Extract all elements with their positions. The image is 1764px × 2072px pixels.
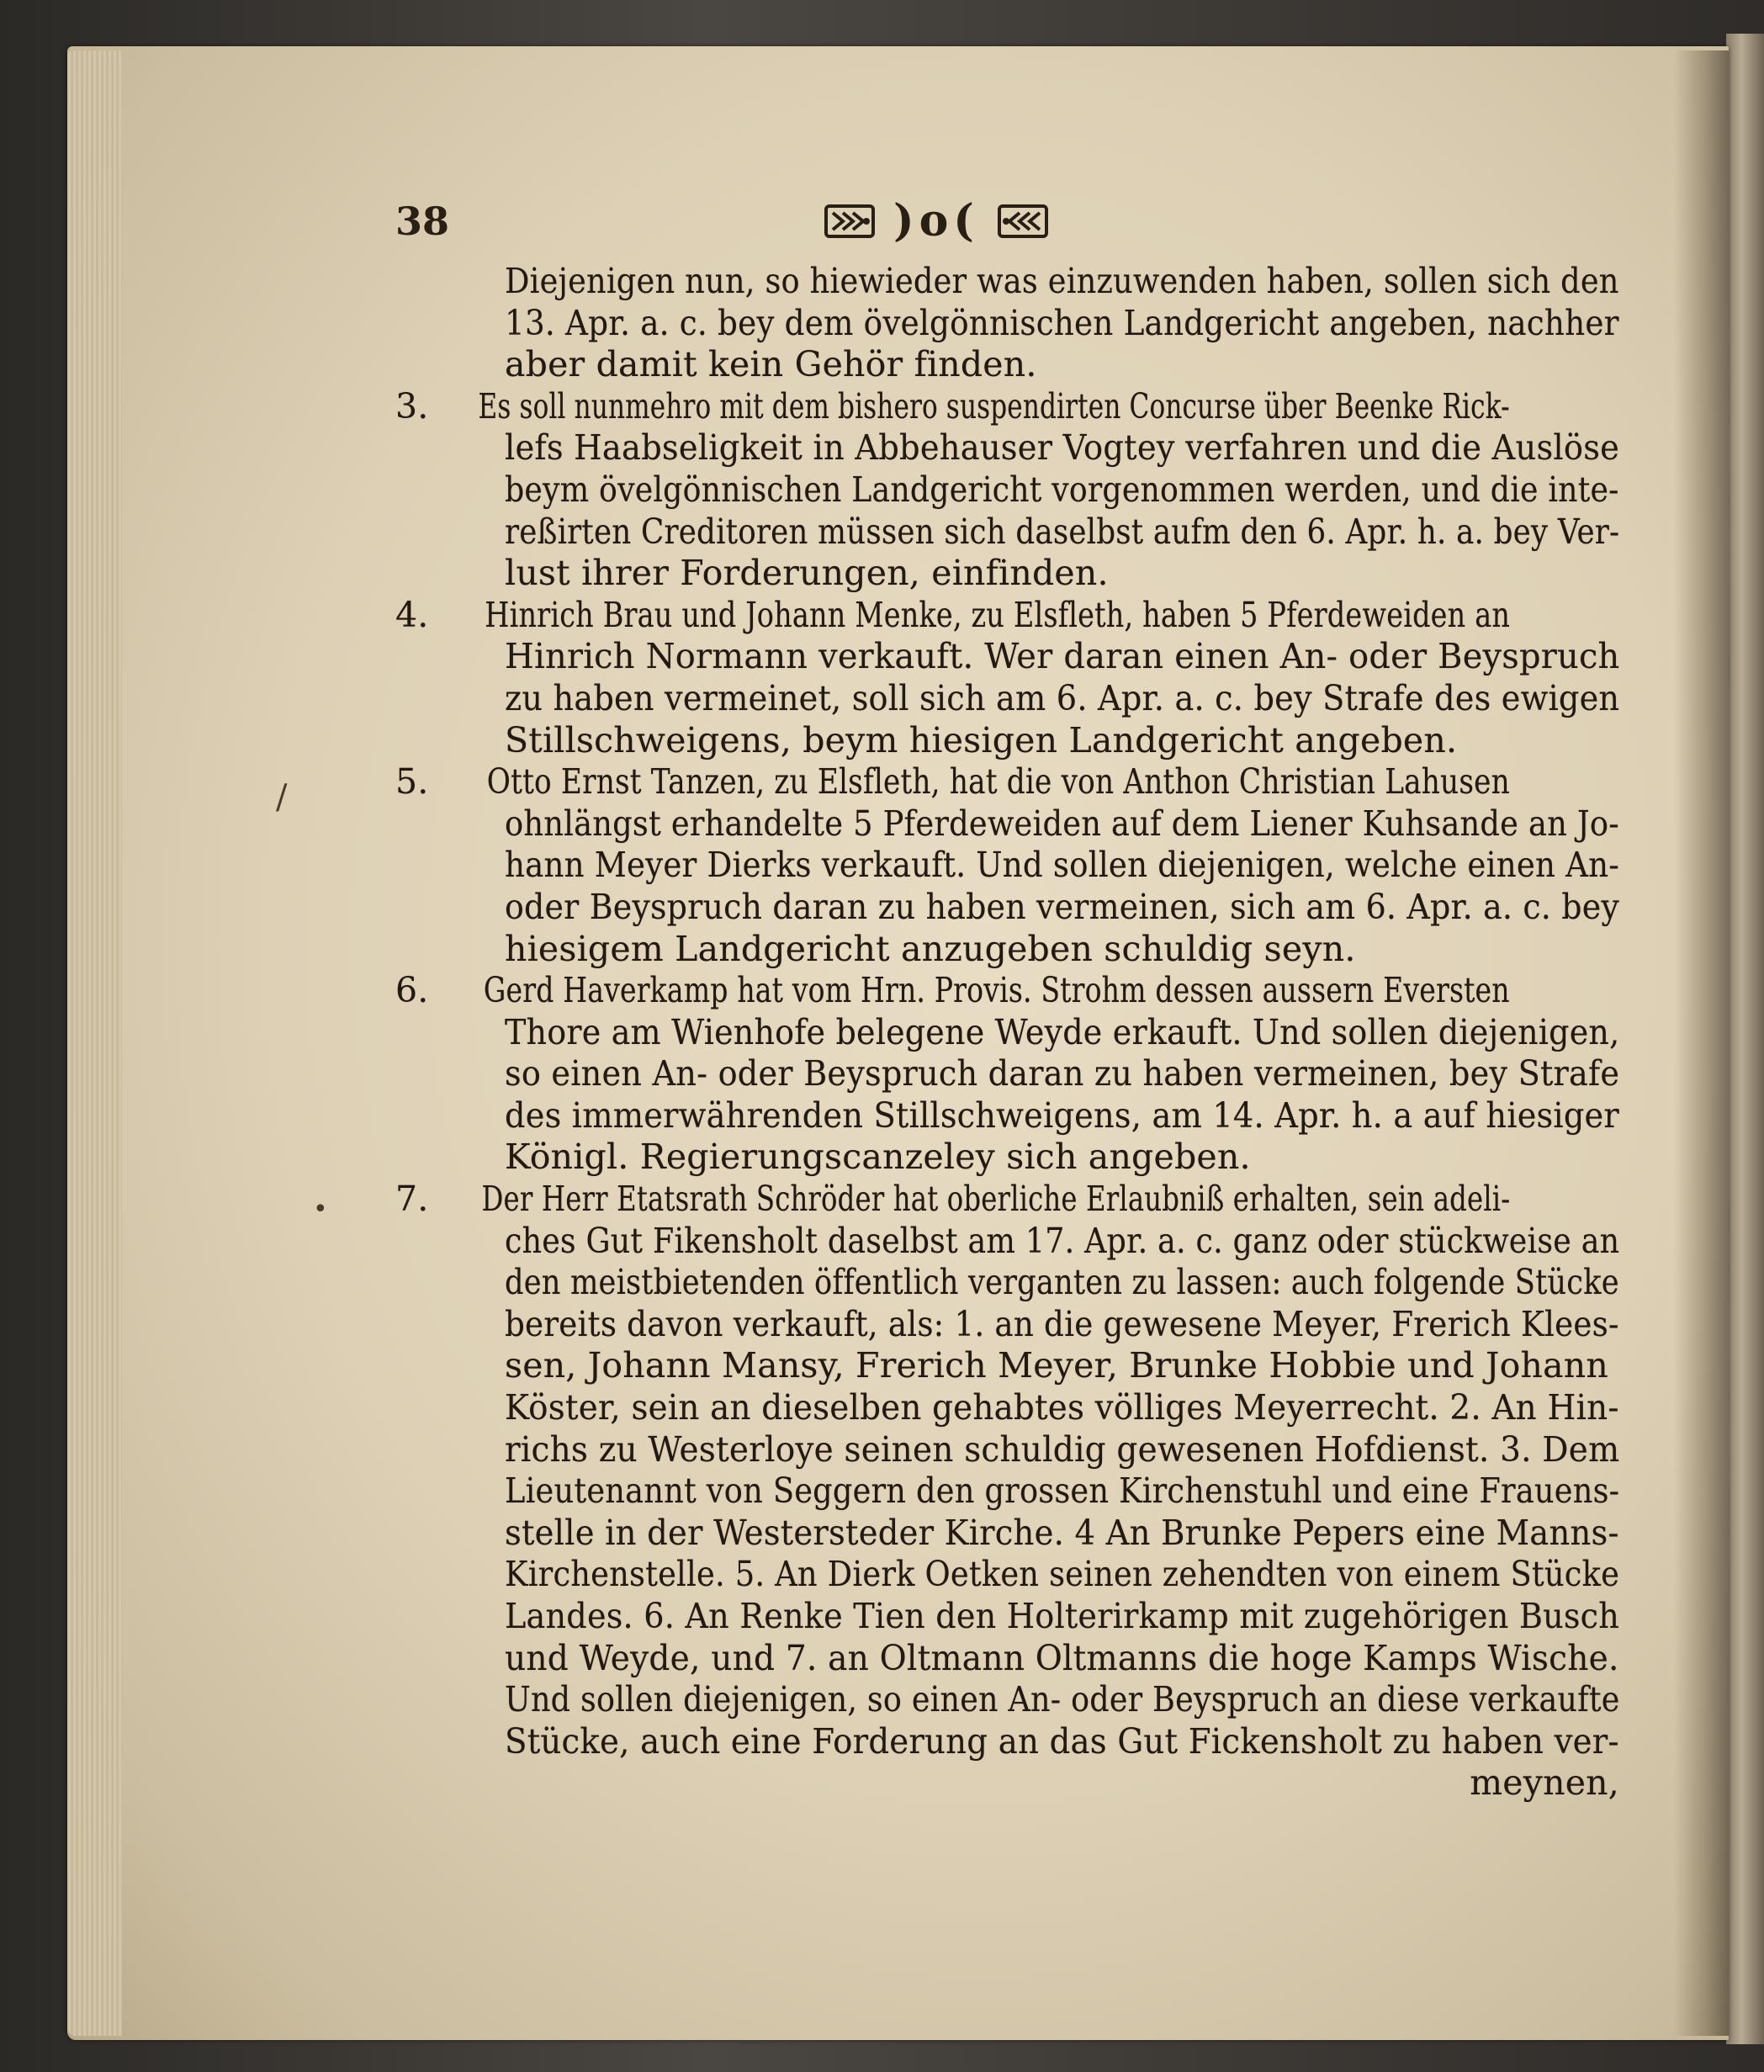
entry-number: 4.: [395, 594, 429, 635]
entry-5: [395, 761, 1619, 970]
next-page-edge: [1726, 34, 1764, 2044]
margin-dot-mark: •: [313, 1195, 328, 1224]
text-line: 13. Apr. a. c. bey dem övelgönnischen Landgericht angeben, nachher: [505, 302, 1619, 343]
text-line: Königl. Regierungscanzeley sich angeben.: [505, 1137, 1251, 1178]
entry-7: [395, 1179, 1619, 1762]
entry-4: [395, 595, 1619, 761]
binding-gutter-shadow: [1674, 50, 1729, 2036]
ornament-right-icon: [998, 203, 1048, 240]
text-line: oder Beyspruch daran zu haben vermeinen, sich am 6. Apr. a. c. bey: [505, 886, 1620, 927]
entry-number: 6.: [395, 970, 429, 1011]
text-line: bereits davon verkauft, als: 1. an die gewesene Meyer, Frerich Klees-: [505, 1303, 1619, 1344]
margin-pencil-mark: /: [276, 778, 288, 817]
text-line: ches Gut Fikensholt daselbst am 17. Apr. a. c. ganz oder stückweise an: [505, 1220, 1620, 1261]
text-line: den meistbietenden öffentlich verganten zu lassen: auch folgende Stücke: [505, 1262, 1619, 1303]
text-line: Hinrich Normann verkauft. Wer daran einen An- oder Beyspruch: [505, 636, 1620, 677]
text-line: hiesigem Landgericht anzugeben schuldig seyn.: [505, 928, 1356, 969]
text-line: lust ihrer Forderungen, einfinden.: [505, 553, 1109, 594]
text-line: Hinrich Brau und Johann Menke, zu Elsfleth, haben 5 Pferdeweiden an: [485, 594, 1511, 635]
text-line: des immerwährenden Stillschweigens, am 14. Apr. h. a auf hiesiger: [505, 1094, 1619, 1136]
text-line: Gerd Haverkamp hat vom Hrn. Provis. Strohm dessen aussern Eversten: [483, 970, 1510, 1011]
text-line: reßirten Creditoren müssen sich daselbst aufm den 6. Apr. h. a. bey Ver-: [505, 511, 1620, 552]
running-head: [824, 192, 1048, 251]
text-line: stelle in der Westersteder Kirche. 4 An Brunke Pepers eine Manns-: [505, 1512, 1619, 1553]
text-line: ohnlängst erhandelte 5 Pferdeweiden auf dem Liener Kuhsande an Jo-: [505, 803, 1619, 844]
entry-6: [395, 970, 1619, 1179]
text-line: Kirchenstelle. 5. An Dierk Oetken seinen zehendten von einem Stücke: [505, 1554, 1620, 1595]
page-header: [395, 192, 1615, 251]
text-line: Stücke, auch eine Forderung an das Gut Fickensholt zu haben ver-: [505, 1720, 1619, 1762]
text-line: Otto Ernst Tanzen, zu Elsfleth, hat die von Anthon Christian Lahusen: [486, 761, 1510, 803]
text-line: Es soll nunmehro mit dem bishero suspendirten Concurse über Beenke Rick-: [478, 385, 1510, 427]
page-text: [395, 261, 1619, 1804]
text-line: Der Herr Etatsrath Schröder hat oberliche Erlaubniß erhalten, sein adeli-: [481, 1179, 1511, 1220]
text-line: sen, Johann Mansy, Frerich Meyer, Brunke Hobbie und Johann: [505, 1345, 1608, 1386]
text-line: Diejenigen nun, so hiewieder was einzuwenden haben, sollen sich den: [505, 261, 1619, 301]
text-line: Köster, sein an dieselben gehabtes völliges Meyerrecht. 2. An Hin-: [505, 1387, 1619, 1428]
text-line: Landes. 6. An Renke Tien den Holterirkamp mit zugehörigen Busch: [505, 1596, 1620, 1636]
ornament-left-icon: [824, 203, 875, 240]
text-line: zu haben vermeinet, soll sich am 6. Apr. a. c. bey Strafe des ewigen: [505, 677, 1620, 718]
page-number: 38: [395, 199, 450, 244]
entry-number: 3.: [395, 385, 429, 427]
text-line: Und sollen diejenigen, so einen An- oder Beyspruch an diese verkaufte: [505, 1679, 1620, 1720]
page-stack-edge: [67, 50, 122, 2036]
entry-number: 7.: [395, 1179, 429, 1220]
running-head-text: )o(: [893, 195, 979, 246]
intro-paragraph: [395, 261, 1619, 386]
catchword: meynen,: [1470, 1762, 1619, 1804]
text-line: und Weyde, und 7. an Oltmann Oltmanns die hoge Kamps Wische.: [505, 1637, 1619, 1678]
text-line: Stillschweigens, beym hiesigen Landgericht angeben.: [505, 719, 1458, 760]
text-line: aber damit kein Gehör finden.: [505, 344, 1037, 385]
text-line: Lieutenannt von Seggern den grossen Kirchenstuhl und eine Frauens-: [505, 1471, 1620, 1512]
text-line: richs zu Westerloye seinen schuldig gewesenen Hofdienst. 3. Dem: [505, 1428, 1620, 1470]
text-line: so einen An- oder Beyspruch daran zu haben vermeinen, bey Strafe: [505, 1053, 1620, 1094]
text-line: beym övelgönnischen Landgericht vorgenommen werden, und die inte-: [505, 469, 1619, 510]
text-line: Thore am Wienhofe belegene Weyde erkauft. Und sollen diejenigen,: [505, 1011, 1620, 1052]
text-line: lefs Haabseligkeit in Abbehauser Vogtey verfahren und die Auslöse: [505, 427, 1620, 469]
entry-3: [395, 386, 1619, 595]
entry-number: 5.: [395, 761, 429, 803]
text-line: hann Meyer Dierks verkauft. Und sollen diejenigen, welche einen An-: [505, 845, 1620, 886]
